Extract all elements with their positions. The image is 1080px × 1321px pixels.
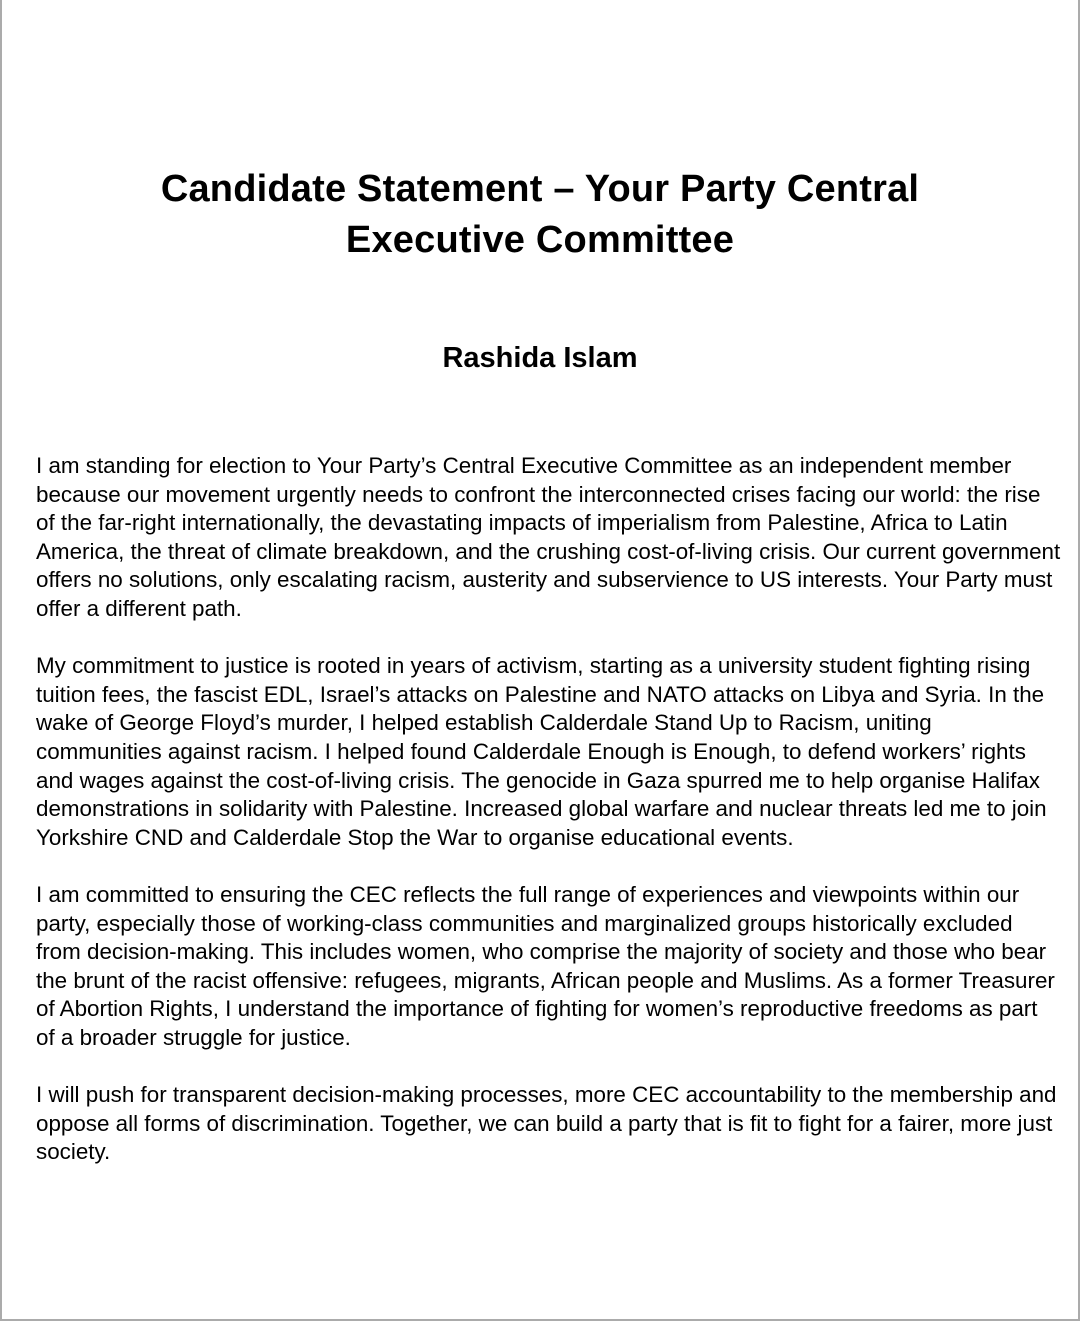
statement-body — [2, 452, 1078, 1167]
statement-paragraph-3: I am committed to ensuring the CEC reflects the full range of experiences and viewpoints within our party, especially those of working-class communities and marginalized groups historically excluded from decision-making. This includes women, who comprise the majority of society and those who bear the brunt of the racist offensive: refugees, migrants, African people and Muslims. As a former Treasurer of Abortion Rights, I understand the importance of fighting for women’s reproductive freedoms as part of a broader struggle for justice. — [36, 881, 1055, 1050]
statement-paragraph-4: I will push for transparent decision-making processes, more CEC accountability to the membership and oppose all forms of discrimination. Together, we can build a party that is fit to fight for a fairer, more just society. — [36, 1082, 1057, 1165]
statement-paragraph-2: My commitment to justice is rooted in years of activism, starting as a university student fighting rising tuition fees, the fascist EDL, Israel’s attacks on Palestine and NATO attacks on Libya and Syria. In the wake of George Floyd’s murder, I helped establish Calderdale Stand Up to Racism, uniting communities against racism. I helped found Calderdale Enough is Enough, to defend workers’ rights and wages against the cost-of-living crisis. The genocide in Gaza spurred me to help organise Halifax demonstrations in solidarity with Palestine. Increased global warfare and nuclear threats led me to join Yorkshire CND and Calderdale Stop the War to organise educational events. — [36, 653, 1047, 850]
document-title — [2, 164, 1078, 266]
candidate-name: Rashida Islam — [442, 342, 638, 374]
document-title-line-2: Executive Committee — [345, 219, 735, 261]
statement-paragraph-1: I am standing for election to Your Party’s Central Executive Committee as an independent member because our movement urgently needs to confront the interconnected crises facing our world: the rise of the far-right internationally, the devastating impacts of imperialism from Palestine, Africa to Latin America, the threat of climate breakdown, and the crushing cost-of-living crisis. Our current government offers no solutions, only escalating racism, austerity and subservience to US interests. Your Party must offer a different path. — [36, 453, 1061, 621]
document-title-line-1: Candidate Statement – Your Party Central — [160, 168, 920, 210]
